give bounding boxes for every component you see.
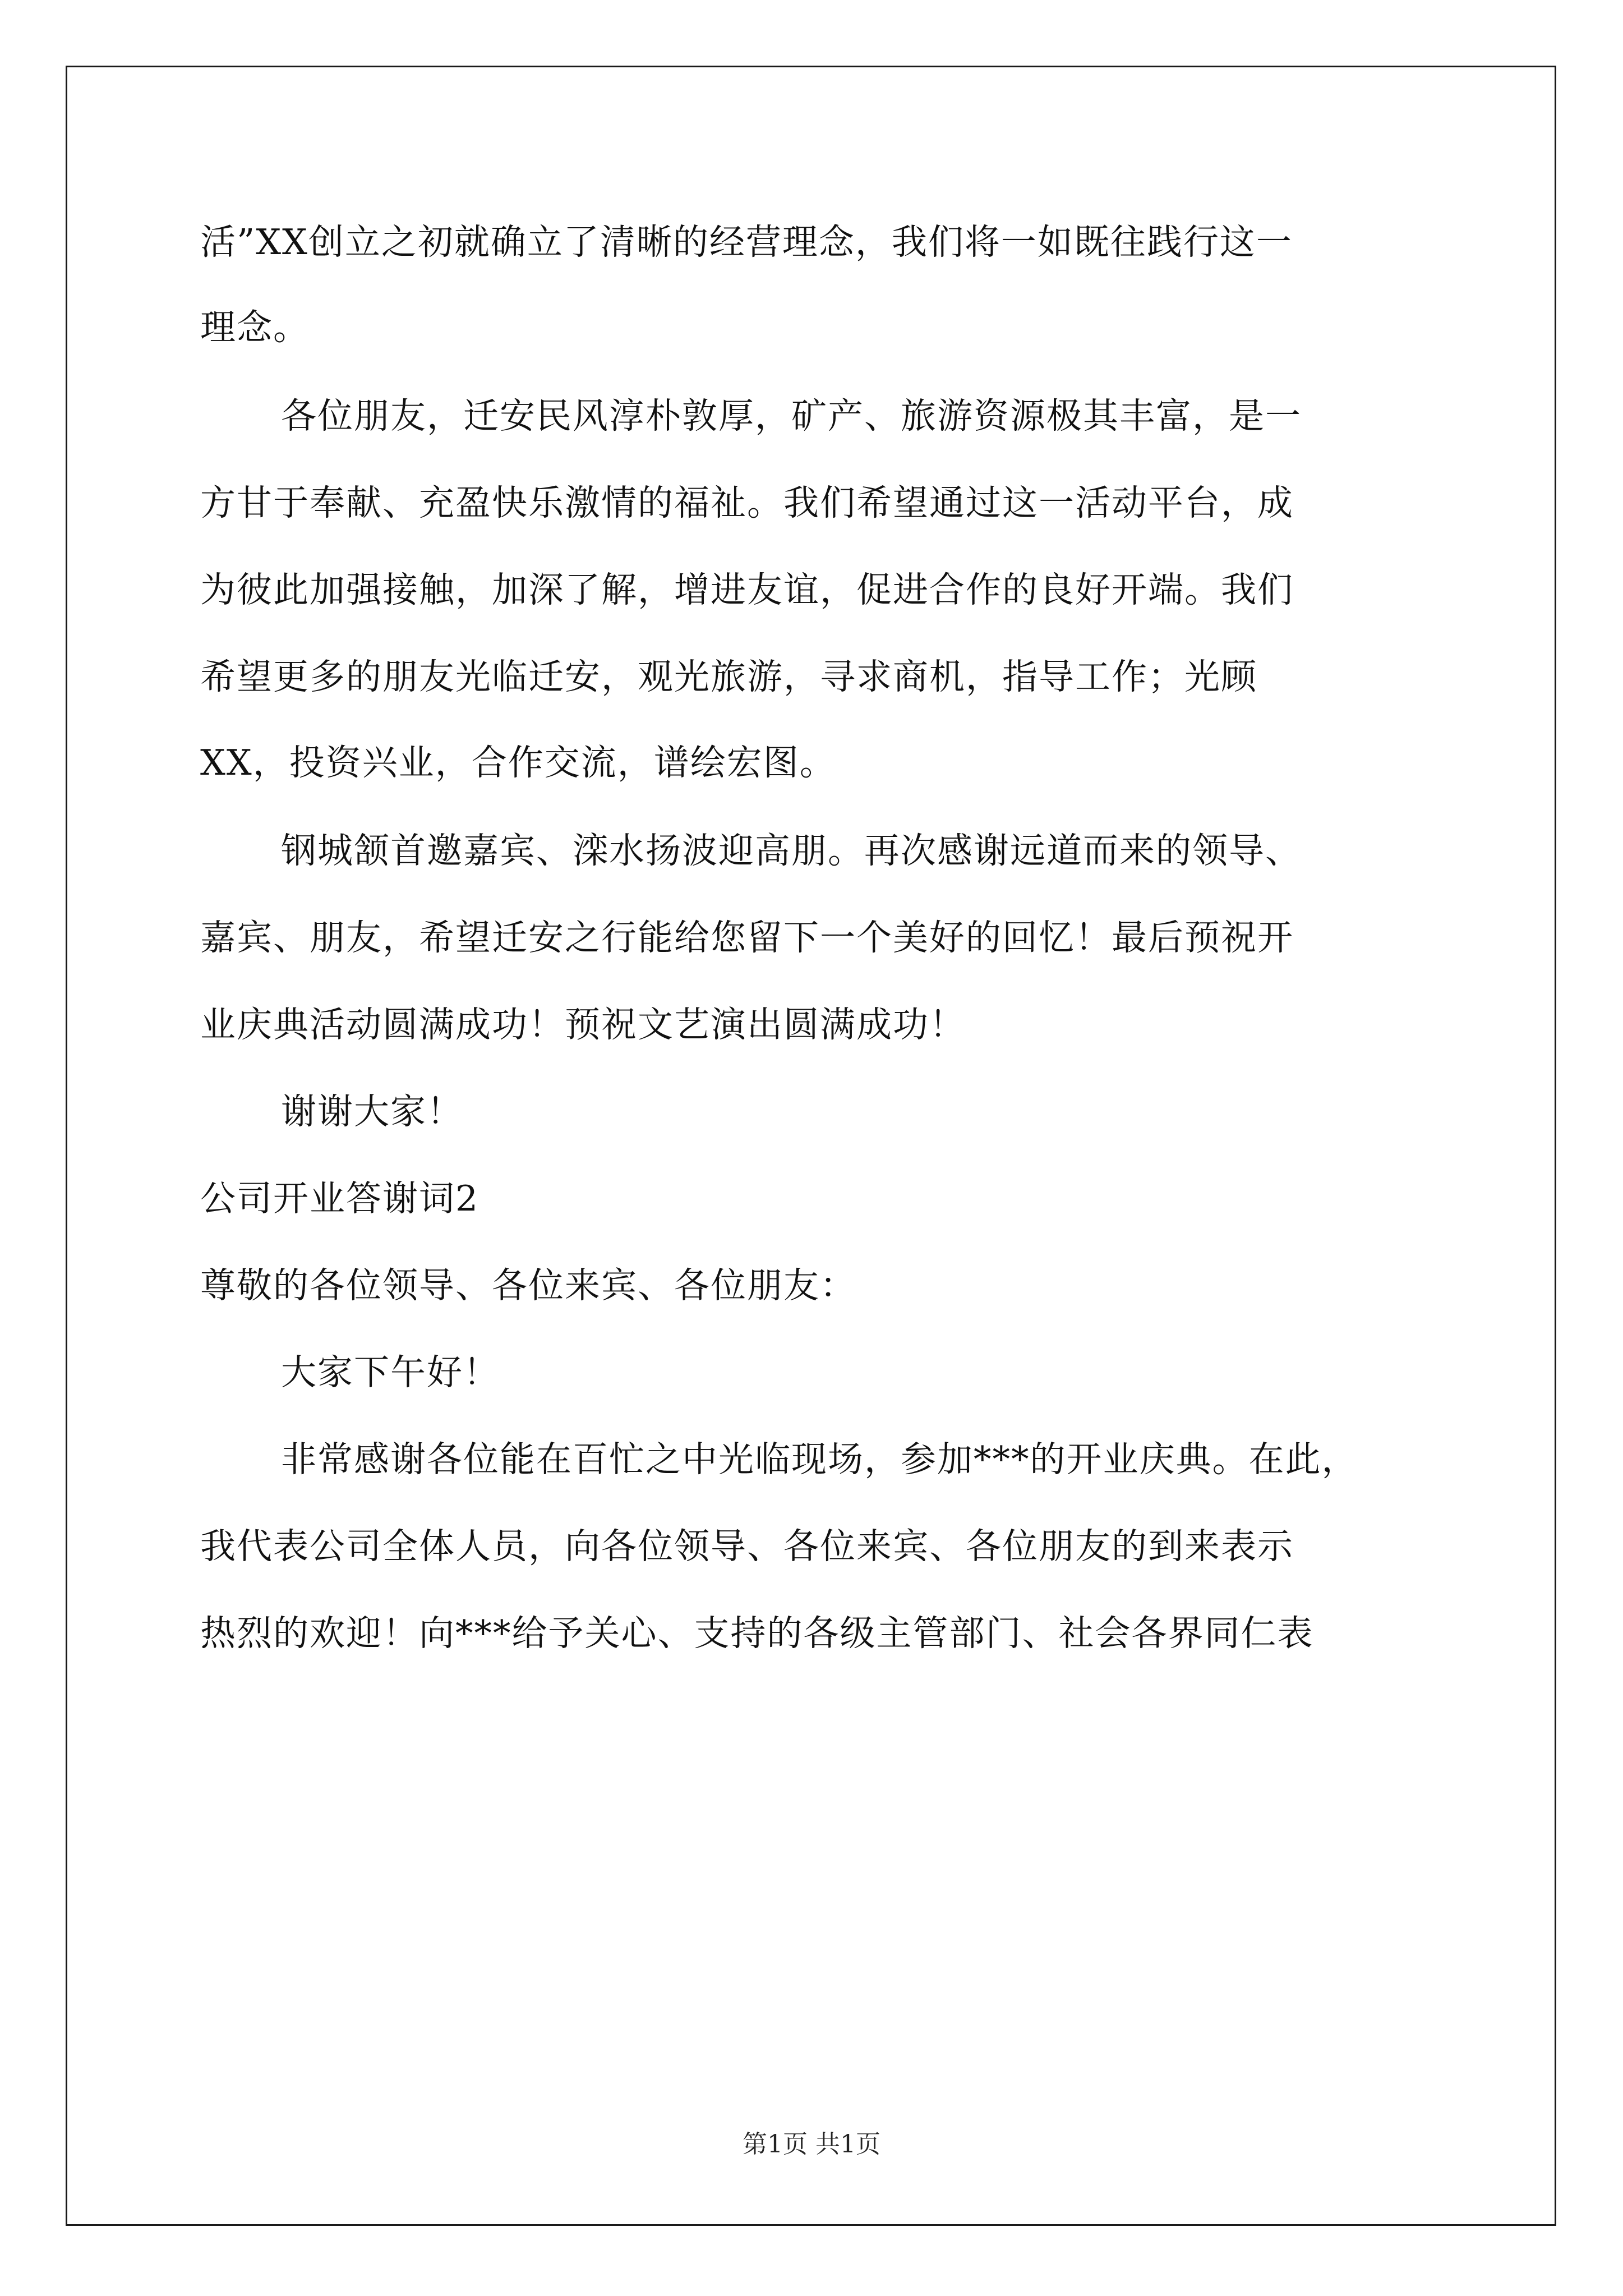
salutation: 尊敬的各位领导、各位来宾、各位朋友： bbox=[200, 1265, 856, 1306]
text-line: 我代表公司全体人员，向各位领导、各位来宾、各位朋友的到来表示 bbox=[200, 1526, 1294, 1567]
text-line: 理念。 bbox=[200, 307, 310, 348]
paragraph-line: 钢城颔首邀嘉宾、滦水扬波迎高朋。再次感谢远道而来的领导、 bbox=[281, 830, 1302, 871]
page-number: 第1页 共1页 bbox=[743, 2130, 880, 2159]
section-heading: 公司开业答谢词2 bbox=[200, 1178, 479, 1219]
text-line: 热烈的欢迎！向***给予关心、支持的各级主管部门、社会各界同仁表 bbox=[200, 1613, 1314, 1654]
greeting: 大家下午好！ bbox=[281, 1352, 500, 1393]
text-line: 嘉宾、朋友，希望迁安之行能给您留下一个美好的回忆！最后预祝开 bbox=[200, 917, 1294, 958]
text-line: 活”XX创立之初就确立了清晰的经营理念，我们将一如既往践行这一 bbox=[200, 222, 1293, 263]
text-line: XX，投资兴业，合作交流，谱绘宏图。 bbox=[200, 742, 836, 783]
paragraph-line: 谢谢大家！ bbox=[281, 1091, 463, 1132]
text-line: 希望更多的朋友光临迁安，观光旅游，寻求商机，指导工作；光顾 bbox=[200, 656, 1257, 697]
page-border bbox=[66, 66, 1556, 2226]
text-line: 为彼此加强接触，加深了解，增进友谊，促进合作的良好开端。我们 bbox=[200, 569, 1294, 610]
paragraph-line: 非常感谢各位能在百忙之中光临现场，参加***的开业庆典。在此， bbox=[281, 1439, 1358, 1480]
text-line: 方甘于奉献、充盈快乐激情的福祉。我们希望通过这一活动平台，成 bbox=[200, 482, 1294, 523]
text-line: 业庆典活动圆满成功！预祝文艺演出圆满成功！ bbox=[200, 1004, 966, 1045]
paragraph-line: 各位朋友，迁安民风淳朴敦厚，矿产、旅游资源极其丰富，是一 bbox=[281, 395, 1302, 436]
